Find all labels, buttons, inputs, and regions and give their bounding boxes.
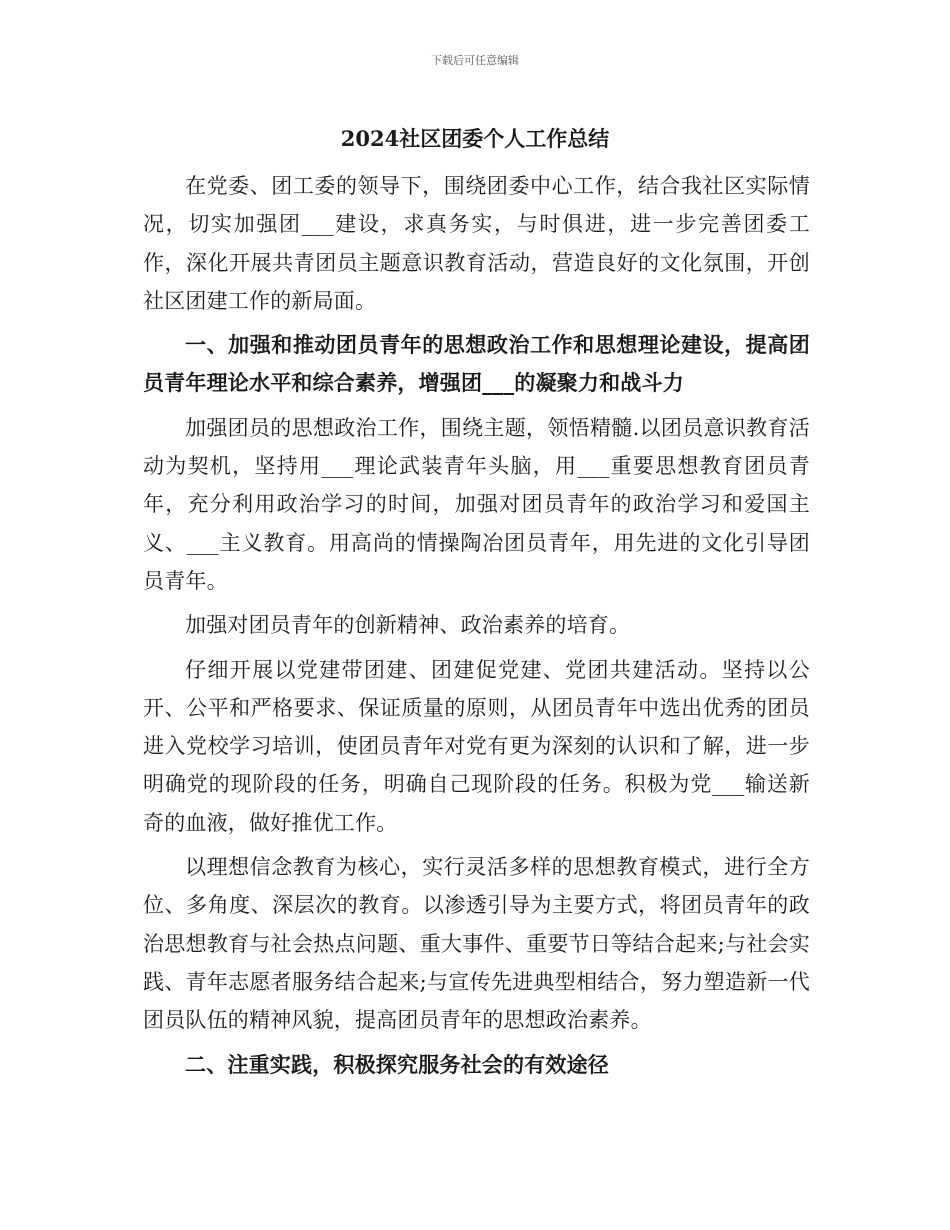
document-title: 2024社区团委个人工作总结 [340,126,610,151]
body-paragraph: 以理想信念教育为核心，实行灵活多样的思想教育模式，进行全方位、多角度、深层次的教育。以渗透引导为主要方式，将团员青年的政治思想教育与社会热点问题、重大事件、重要节日等结合起来;与社会实践、青年志愿者服务结合起来;与宣传先进典型相结合，努力塑造新一代团员队伍的精神风貌，提高团员青年的思想政治素养。 [143,855,810,1033]
section-heading-2: 二、注重实践，积极探究服务社会的有效途径 [185,1051,609,1077]
body-paragraph: 仔细开展以党建带团建、团建促党建、党团共建活动。坚持以公开、公平和严格要求、保证质量的原则，从团员青年中选出优秀的团员进入党校学习培训，使团员青年对党有更为深刻的认识和了解，进一步明确党的现阶段的任务，明确自己现阶段的任务。积极为党___输送新奇的血液，做好推优工作。 [143,657,810,835]
body-paragraph: 加强对团员青年的创新精神、政治素养的培育。 [185,613,631,638]
intro-paragraph: 在党委、团工委的领导下，围绕团委中心工作，结合我社区实际情况，切实加强团___建设，求真务实，与时俱进，进一步完善团委工作，深化开展共青团员主题意识教育活动，营造良好的文化氛围，开创社区团建工作的新局面。 [143,174,810,313]
document-body [143,167,810,1084]
page-header-note: 下载后可任意编辑 [431,54,519,67]
body-paragraph: 加强团员的思想政治工作，围绕主题，领悟精髓.以团员意识教育活动为契机，坚持用___理论武装青年头脑，用___重要思想教育团员青年，充分利用政治学习的时间，加强对团员青年的政治学习和爱国主义、___主义教育。用高尚的情操陶冶团员青年，用先进的文化引导团员青年。 [143,415,810,593]
section-heading-1: 一、加强和推动团员青年的思想政治工作和思想理论建设，提高团员青年理论水平和综合素养，增强团___的凝聚力和战斗力 [143,332,810,396]
